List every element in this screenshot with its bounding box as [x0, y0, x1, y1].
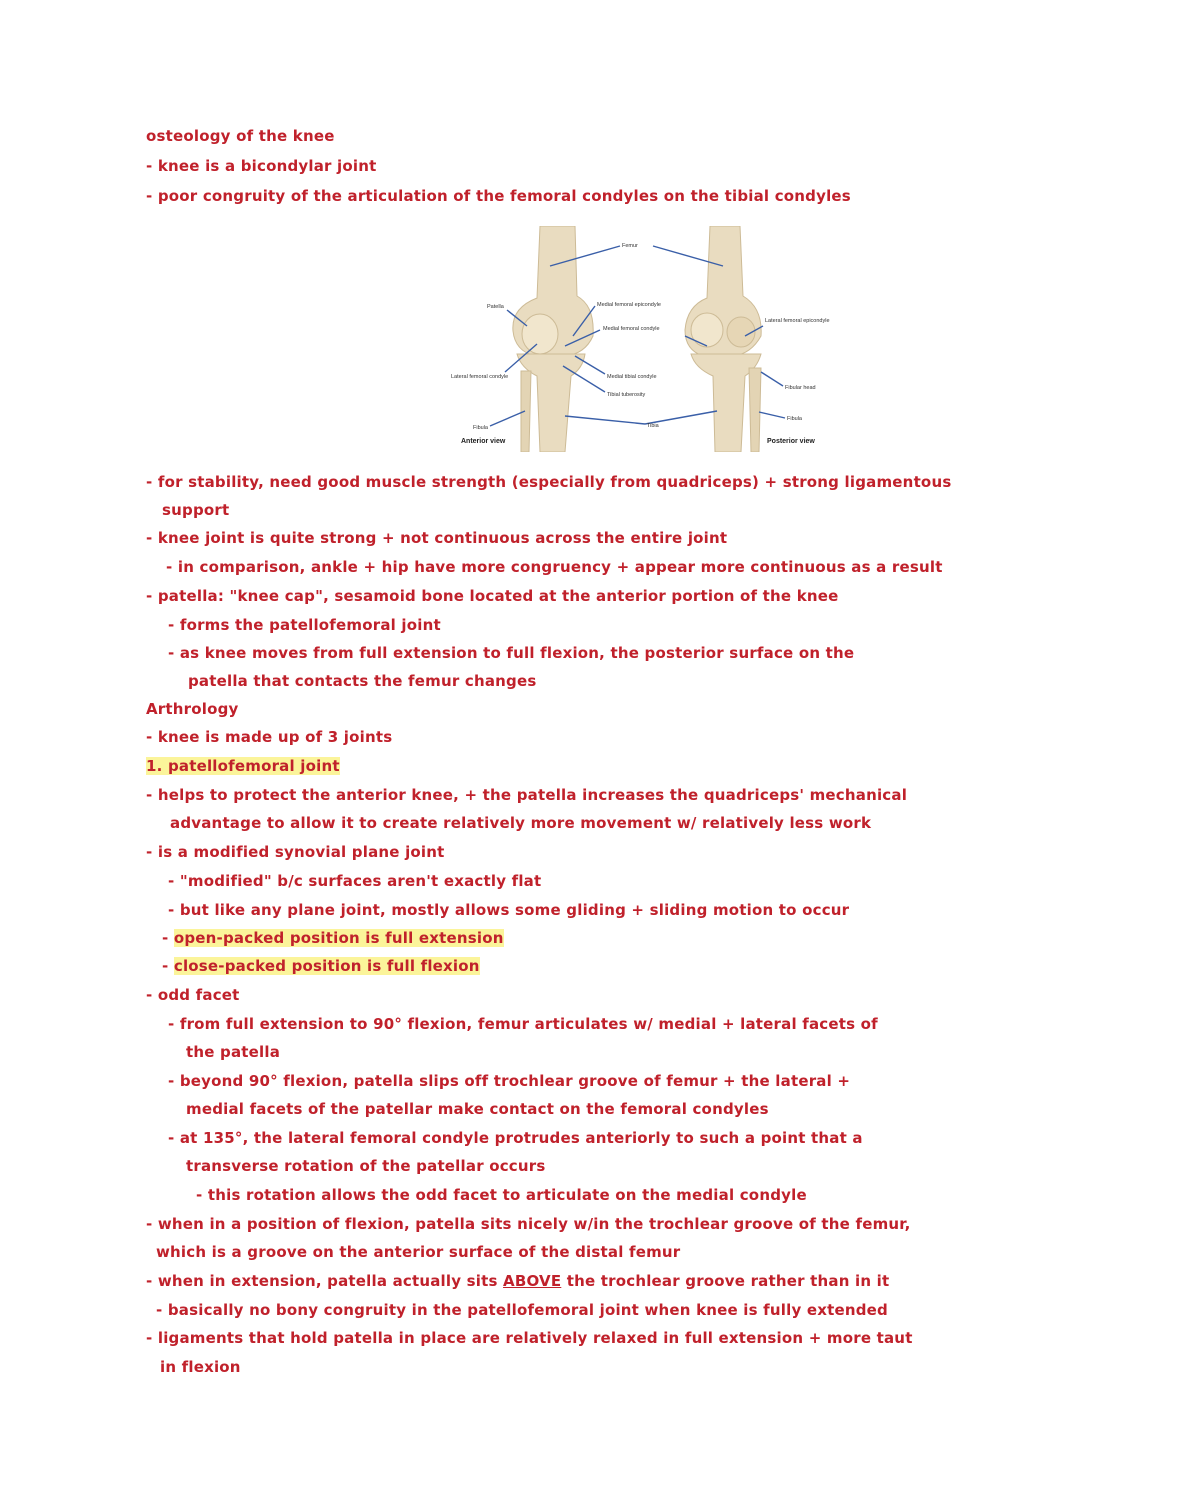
- label-lateral-epicondyle: Lateral femoral epicondyle: [765, 318, 830, 324]
- knee-anatomy-figure: [445, 226, 840, 452]
- note-line: - beyond 90° flexion, patella slips off trochlear groove of femur + the lateral +: [168, 1072, 851, 1090]
- label-medial-condyle: Medial femoral condyle: [603, 326, 660, 332]
- note-line: - ligaments that hold patella in place are relatively relaxed in full extension + more taut: [146, 1329, 913, 1347]
- label-medial-tibial-condyle: Medial tibial condyle: [607, 374, 657, 380]
- note-line: - this rotation allows the odd facet to articulate on the medial condyle: [196, 1186, 807, 1204]
- note-line: - knee is made up of 3 joints: [146, 728, 393, 746]
- note-line: - for stability, need good muscle strength (especially from quadriceps) + strong ligamentous: [146, 473, 952, 491]
- note-line: [146, 1271, 889, 1291]
- note-line: - poor congruity of the articulation of the femoral condyles on the tibial condyles: [146, 187, 851, 205]
- label-fibular-head: Fibular head: [785, 385, 816, 391]
- notes-title: osteology of the knee: [146, 127, 335, 145]
- note-line: which is a groove on the anterior surface of the distal femur: [156, 1243, 681, 1261]
- note-line: patella that contacts the femur changes: [188, 672, 537, 690]
- note-line: - patella: "knee cap", sesamoid bone located at the anterior portion of the knee: [146, 587, 839, 605]
- anterior-view-label: Anterior view: [461, 438, 506, 445]
- note-line: [162, 956, 480, 976]
- note-line: [162, 928, 504, 948]
- note-line: [146, 756, 340, 776]
- label-tibia: Tibia: [647, 423, 659, 429]
- section-heading: Arthrology: [146, 700, 239, 718]
- highlighted-text: open-packed position is full extension: [173, 929, 504, 947]
- note-line: - knee is a bicondylar joint: [146, 157, 377, 175]
- label-fibula-left: Fibula: [473, 425, 488, 431]
- highlighted-text: close-packed position is full flexion: [173, 957, 480, 975]
- note-line: - as knee moves from full extension to full flexion, the posterior surface on the: [168, 644, 855, 662]
- knee-diagram: [445, 226, 840, 452]
- note-line: advantage to allow it to create relatively more movement w/ relatively less work: [170, 814, 872, 832]
- label-fibula-right: Fibula: [787, 416, 802, 422]
- note-line: - forms the patellofemoral joint: [168, 616, 441, 634]
- note-line: support: [162, 501, 230, 519]
- note-line: - knee joint is quite strong + not continuous across the entire joint: [146, 529, 728, 547]
- highlighted-text: 1. patellofemoral joint: [146, 757, 340, 775]
- note-line: the patella: [186, 1043, 281, 1061]
- label-femur: Femur: [622, 243, 638, 249]
- label-lateral-condyle: Lateral femoral condyle: [451, 374, 509, 380]
- line-text: - when in extension, patella actually sits: [146, 1272, 504, 1290]
- note-line: - is a modified synovial plane joint: [146, 843, 445, 861]
- note-line: transverse rotation of the patellar occurs: [186, 1157, 546, 1175]
- note-line: - in comparison, ankle + hip have more congruency + appear more continuous as a result: [166, 558, 943, 576]
- note-line: - at 135°, the lateral femoral condyle protrudes anteriorly to such a point that a: [168, 1129, 863, 1147]
- posterior-view-label: Posterior view: [767, 438, 815, 445]
- note-line: - helps to protect the anterior knee, + the patella increases the quadriceps' mechanical: [146, 786, 908, 804]
- note-line: - but like any plane joint, mostly allows some gliding + sliding motion to occur: [168, 901, 850, 919]
- note-line: - from full extension to 90° flexion, femur articulates w/ medial + lateral facets of: [168, 1015, 878, 1033]
- line-prefix: -: [162, 957, 174, 975]
- note-line: - odd facet: [146, 986, 240, 1004]
- note-line: - when in a position of flexion, patella sits nicely w/in the trochlear groove of the femur,: [146, 1215, 911, 1233]
- line-prefix: -: [162, 929, 174, 947]
- label-medial-epicondyle: Medial femoral epicondyle: [597, 302, 661, 308]
- note-line: - basically no bony congruity in the patellofemoral joint when knee is fully extended: [156, 1301, 888, 1319]
- note-line: medial facets of the patellar make contact on the femoral condyles: [186, 1100, 769, 1118]
- label-patella: Patella: [487, 304, 504, 310]
- note-line: - "modified" b/c surfaces aren't exactly flat: [168, 872, 542, 890]
- note-line: in flexion: [160, 1358, 241, 1376]
- line-text: the trochlear groove rather than in it: [561, 1272, 890, 1290]
- label-tibial-tuberosity: Tibial tuberosity: [607, 392, 646, 398]
- underlined-text: ABOVE: [503, 1272, 562, 1290]
